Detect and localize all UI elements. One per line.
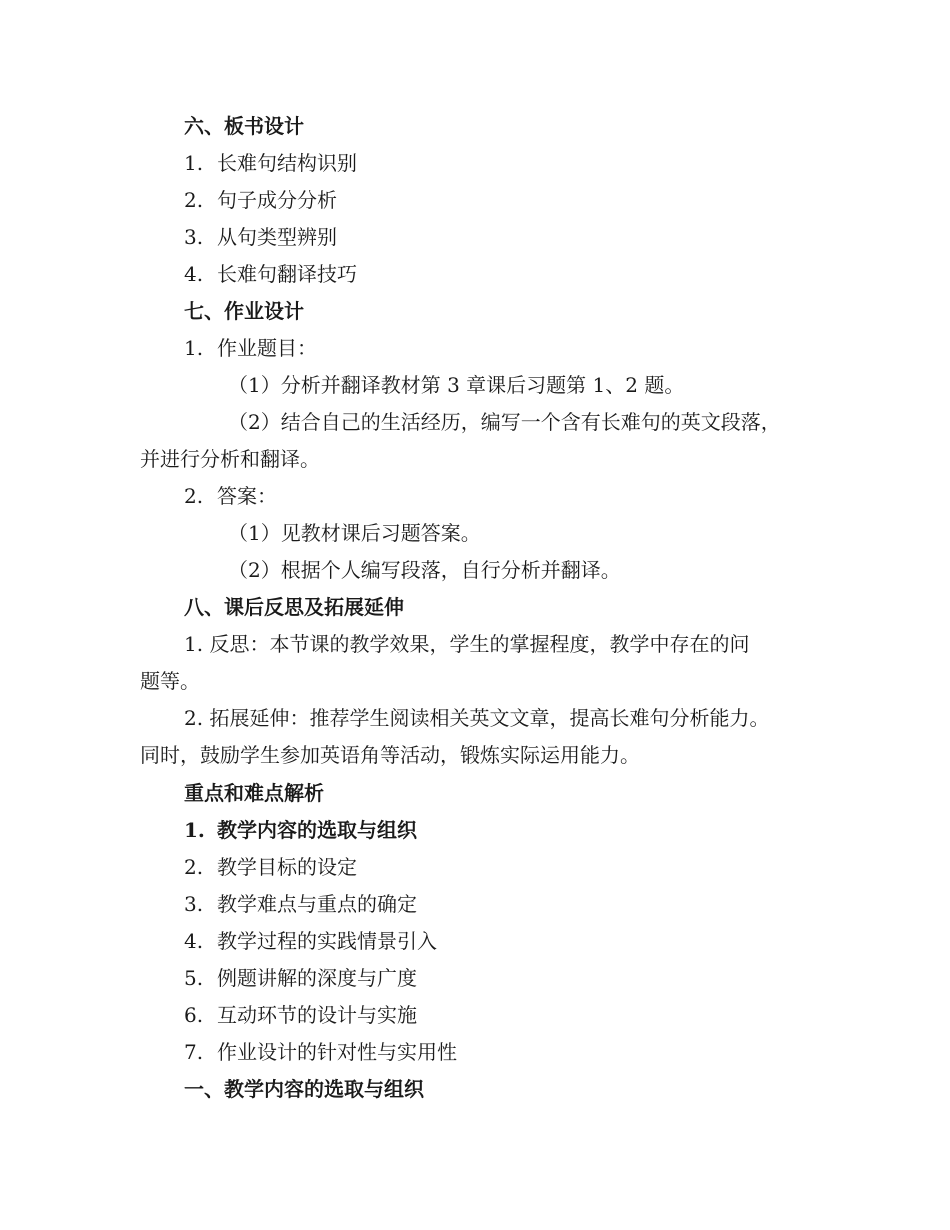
- list-item: 1. 长难句结构识别: [184, 151, 357, 175]
- paragraph-line: 同时，鼓励学生参加英语角等活动，锻炼实际运用能力。: [140, 743, 640, 767]
- paragraph-line: 1. 反思：本节课的教学效果，学生的掌握程度，教学中存在的问: [184, 632, 750, 656]
- list-item: 4. 教学过程的实践情景引入: [184, 929, 437, 953]
- list-item: 3. 教学难点与重点的确定: [184, 892, 417, 916]
- sub-item: （1）见教材课后习题答案。: [228, 521, 481, 545]
- list-item: 5. 例题讲解的深度与广度: [184, 966, 417, 990]
- list-item: 2. 教学目标的设定: [184, 855, 357, 879]
- list-item: 3. 从句类型辨别: [184, 225, 337, 249]
- paragraph-line: 题等。: [140, 669, 200, 693]
- sub-item: （1）分析并翻译教材第 3 章课后习题第 1、2 题。: [228, 373, 685, 397]
- sub-item: （2）结合自己的生活经历，编写一个含有长难句的英文段落，: [228, 410, 781, 434]
- section-heading-board-design: 六、板书设计: [184, 114, 304, 138]
- list-item: 6. 互动环节的设计与实施: [184, 1003, 417, 1027]
- sub-item: （2）根据个人编写段落，自行分析并翻译。: [228, 558, 621, 582]
- section-heading-homework-design: 七、作业设计: [184, 299, 304, 323]
- list-item: 7. 作业设计的针对性与实用性: [184, 1040, 457, 1064]
- list-item: 2. 答案：: [184, 484, 277, 508]
- list-item: 4. 长难句翻译技巧: [184, 262, 357, 286]
- section-heading-key-points: 重点和难点解析: [184, 781, 324, 805]
- list-item: 1. 作业题目：: [184, 336, 317, 360]
- paragraph-line: 2. 拓展延伸：推荐学生阅读相关英文文章，提高长难句分析能力。: [184, 706, 770, 730]
- section-heading-content-selection: 一、教学内容的选取与组织: [184, 1077, 424, 1101]
- list-item: 2. 句子成分分析: [184, 188, 337, 212]
- list-item: 1. 教学内容的选取与组织: [184, 818, 417, 842]
- sub-item-continued: 并进行分析和翻译。: [140, 447, 320, 471]
- section-heading-reflection: 八、课后反思及拓展延伸: [184, 595, 404, 619]
